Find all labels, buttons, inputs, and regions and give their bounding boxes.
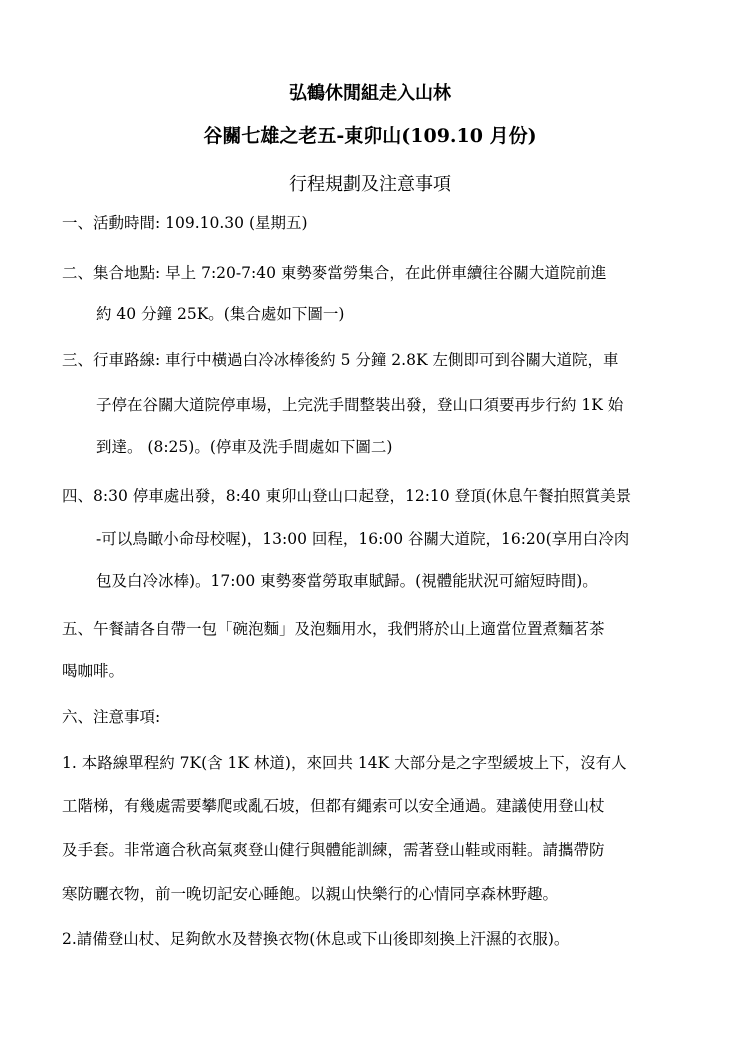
note-2: 2.請備登山杖、足夠飲水及替換衣物(休息或下山後即刻換上汗濕的衣服)。 [62,930,570,948]
item-route: 三、行車路線: 車行中橫過白冷冰棒後約 5 分鐘 2.8K 左側即可到谷關大道院，車 [62,351,619,369]
doc-subtitle: 谷關七雄之老五-東卯山(109.10 月份) [203,125,537,147]
note-1-cont-1: 工階梯，有幾處需要攀爬或亂石坡，但都有繩索可以安全通過。建議使用登山杖 [62,797,605,815]
item-meeting-place: 二、集合地點: 早上 7:20-7:40 東勢麥當勞集合，在此併車續往谷關大道院前進 [62,264,607,282]
item-route-cont-1: 子停在谷關大道院停車場，上完洗手間整裝出發，登山口須要再步行約 1K 始 [96,396,624,414]
item-lunch: 五、午餐請各自帶一包「碗泡麵」及泡麵用水，我們將於山上適當位置煮麵茗茶 [62,620,605,638]
note-1-cont-3: 寒防曬衣物，前一晚切記安心睡飽。以親山快樂行的心情同享森林野趣。 [62,885,559,903]
item-schedule: 四、8:30 停車處出發，8:40 東卯山登山口起登，12:10 登頂(休息午餐拍照賞美景 [62,487,632,505]
item-notes-heading: 六、注意事項: [62,708,161,726]
item-schedule-cont-2: 包及白冷冰棒)。17:00 東勢麥當勞取車賦歸。(視體能狀況可縮短時間)。 [96,572,598,590]
item-meeting-place-cont: 約 40 分鐘 25K。(集合處如下圖一) [96,305,345,323]
note-1: 1. 本路線單程約 7K(含 1K 林道)，來回共 14K 大部分是之字型緩坡上下，沒有人 [62,754,627,772]
note-1-cont-2: 及手套。非常適合秋高氣爽登山健行與體能訓練，需著登山鞋或雨鞋。請攜帶防 [62,841,605,859]
doc-title: 弘鶴休閒組走入山林 [289,83,451,104]
item-route-cont-2: 到達。 (8:25)。(停車及洗手間處如下圖二) [96,438,393,456]
item-activity-time: 一、活動時間: 109.10.30 (星期五) [62,214,308,232]
item-schedule-cont-1: -可以鳥瞰小命母校喔)，13:00 回程，16:00 谷關大道院，16:20(享用白冷肉 [96,530,630,548]
item-lunch-cont: 喝咖啡。 [62,662,125,680]
doc-heading: 行程規劃及注意事項 [289,174,451,195]
